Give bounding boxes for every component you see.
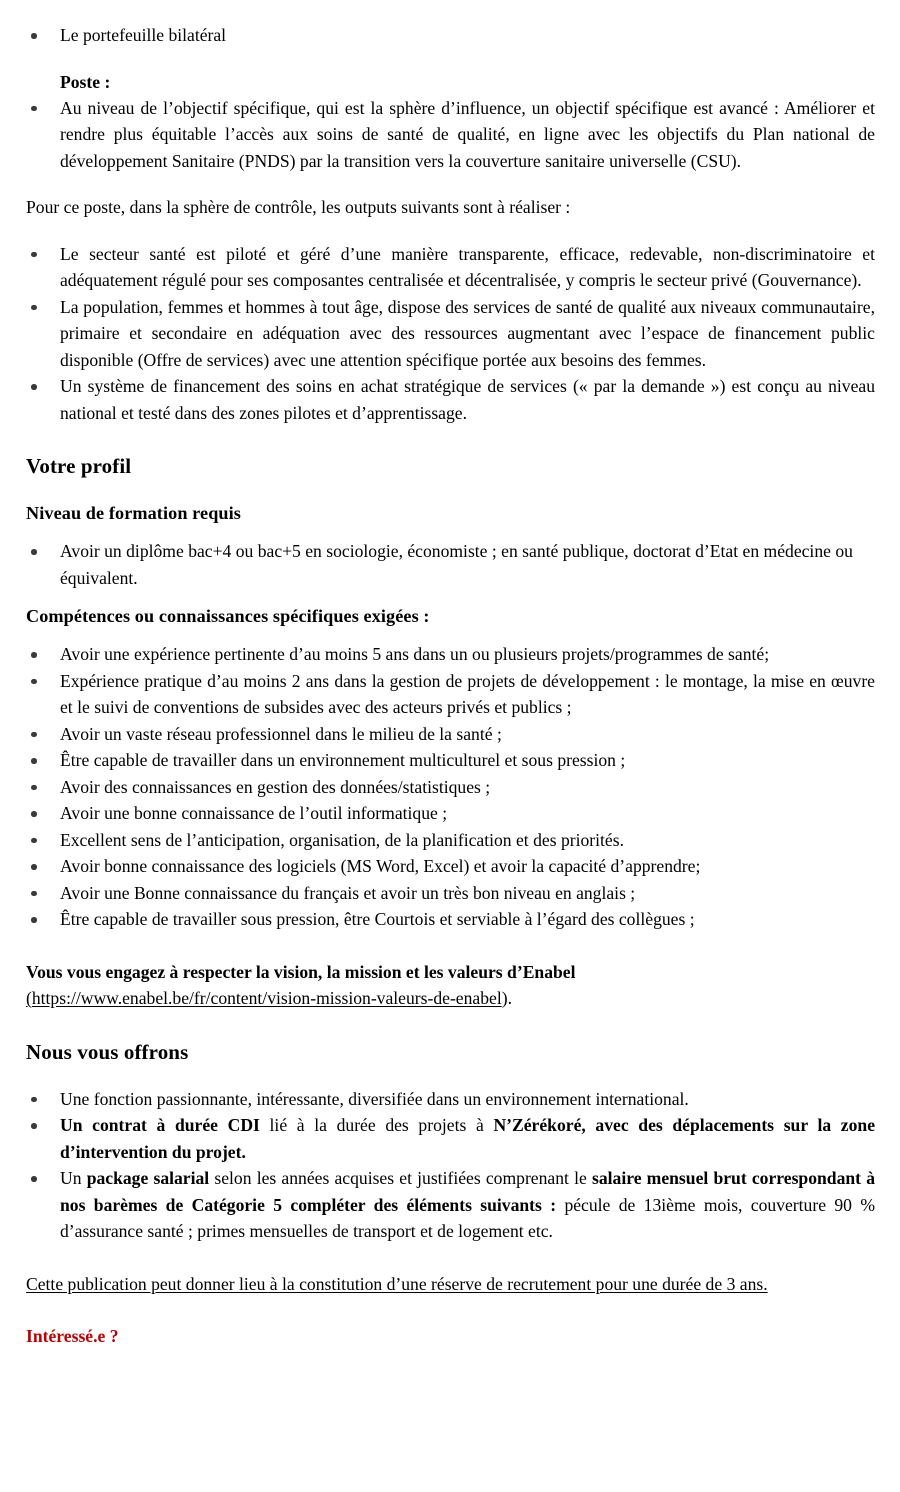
- list-item: Avoir une Bonne connaissance du français et avoir un très bon niveau en anglais ;: [26, 880, 875, 907]
- text-run: pécule de 13ième mois, couverture 90 % d’assurance santé ; primes mensuelles de transport et de logement etc.: [60, 1194, 875, 1241]
- text-run: selon les années acquises et justifiées comprenant le: [209, 1168, 592, 1188]
- list-item: [26, 1165, 875, 1245]
- text-run-bold: Un contrat à durée CDI: [60, 1115, 260, 1135]
- text-run-bold: salaire mensuel brut correspondant à nos barèmes de Catégorie 5 compléter des éléments suivants :: [60, 1168, 876, 1215]
- enabel-values-link[interactable]: https://www.enabel.be/fr/content/vision-mission-valeurs-de-enabel: [31, 988, 502, 1008]
- list-item: Avoir une expérience pertinente d’au moins 5 ans dans un ou plusieurs projets/programmes de santé;: [26, 641, 875, 668]
- interest-heading: Intéressé.e ?: [26, 1326, 119, 1346]
- list-item: Excellent sens de l’anticipation, organisation, de la planification et des priorités.: [26, 827, 875, 854]
- list-item: Avoir des connaissances en gestion des données/statistiques ;: [26, 774, 875, 801]
- engagement-statement: Vous vous engagez à respecter la vision, la mission et les valeurs d’Enabel: [26, 961, 576, 982]
- list-item: Le portefeuille bilatéral: [26, 22, 875, 49]
- subheading-competences: Compétences ou connaissances spécifiques exigées :: [26, 606, 430, 626]
- spacer: [26, 1012, 875, 1038]
- formation-list: [26, 538, 875, 591]
- spacer: [26, 629, 875, 641]
- list-item: [26, 1086, 875, 1113]
- list-item: Un système de financement des soins en achat stratégique de services (« par la demande ») est conçu au niveau national et testé dans des zones pilotes et d’apprentissage.: [26, 373, 875, 426]
- paren-close: ).: [501, 988, 512, 1008]
- list-item: Être capable de travailler sous pression, être Courtois et serviable à l’égard des collègues ;: [26, 906, 875, 933]
- paren-open: (: [26, 988, 32, 1008]
- section-heading-nous-vous-offrons: Nous vous offrons: [26, 1039, 189, 1064]
- engagement-url-line: [26, 985, 875, 1012]
- spacer: [26, 1297, 875, 1323]
- text-run: lié à la durée des projets à: [259, 1115, 494, 1135]
- list-item: Avoir un diplôme bac+4 ou bac+5 en sociologie, économiste ; en santé publique, doctorat d’Etat en médecine ou équivalent.: [26, 538, 875, 591]
- spacer: [26, 1066, 875, 1086]
- text-run-bold: N’Zérékoré, avec des déplacements sur la zone d’intervention du projet.: [60, 1115, 876, 1162]
- spacer: [26, 221, 875, 241]
- section-heading-votre-profil: Votre profil: [26, 454, 132, 478]
- spacer: [26, 480, 875, 500]
- outputs-list: [26, 241, 875, 427]
- list-item: Avoir une bonne connaissance de l’outil informatique ;: [26, 800, 875, 827]
- spacer: [26, 933, 875, 959]
- spacer: [26, 591, 875, 603]
- portfolio-bullet-list: [26, 22, 875, 49]
- list-item: La population, femmes et hommes à tout âge, dispose des services de santé de qualité aux niveaux communautaire, primaire et secondaire en adéquation avec des ressources augmentant avec l’espace de financement public disponible (Offre de services) avec une attention spécifique portée aux besoins des femmes.: [26, 294, 875, 374]
- list-item: [26, 1112, 875, 1165]
- list-item: Avoir un vaste réseau professionnel dans le milieu de la santé ;: [26, 721, 875, 748]
- spacer: [26, 1245, 875, 1271]
- text-run-bold: package salarial: [86, 1168, 210, 1188]
- outputs-intro-paragraph: Pour ce poste, dans la sphère de contrôle, les outputs suivants sont à réaliser :: [26, 197, 571, 217]
- list-item: Le secteur santé est piloté et géré d’une manière transparente, efficace, redevable, non-discriminatoire et adéquatement régulé pour ses composantes centralisée et décentralisée, y compris le secteur privé (Gouvernance).: [26, 241, 875, 294]
- list-item: Avoir bonne connaissance des logiciels (MS Word, Excel) et avoir la capacité d’apprendre;: [26, 853, 875, 880]
- text-run: Un: [60, 1168, 87, 1188]
- list-item: Expérience pratique d’au moins 2 ans dans la gestion de projets de développement : le montage, la mise en œuvre et le suivi de conventions de subsides avec des acteurs privés et publics ;: [26, 668, 875, 721]
- competences-list: [26, 641, 875, 933]
- list-item: Être capable de travailler dans un environnement multiculturel et sous pression ;: [26, 747, 875, 774]
- list-item: Au niveau de l’objectif spécifique, qui est la sphère d’influence, un objectif spécifique est avancé : Améliorer et rendre plus équitable l’accès aux soins de santé de qualité, en ligne avec les objectifs du Plan national de développement Sanitaire (PNDS) par la transition vers la couverture sanitaire universelle (CSU).: [26, 95, 875, 175]
- spacer: [26, 426, 875, 452]
- poste-label: Poste :: [60, 71, 111, 92]
- reserve-note: Cette publication peut donner lieu à la constitution d’une réserve de recrutement pour une durée de 3 ans.: [26, 1273, 768, 1294]
- spacer: [26, 174, 875, 194]
- text-run: Une fonction passionnante, intéressante, diversifiée dans un environnement international.: [60, 1088, 689, 1109]
- offrons-list: [26, 1086, 875, 1245]
- poste-bullet-list: [26, 95, 875, 175]
- spacer: [26, 49, 875, 69]
- subheading-niveau-formation: Niveau de formation requis: [26, 503, 241, 523]
- spacer: [26, 526, 875, 538]
